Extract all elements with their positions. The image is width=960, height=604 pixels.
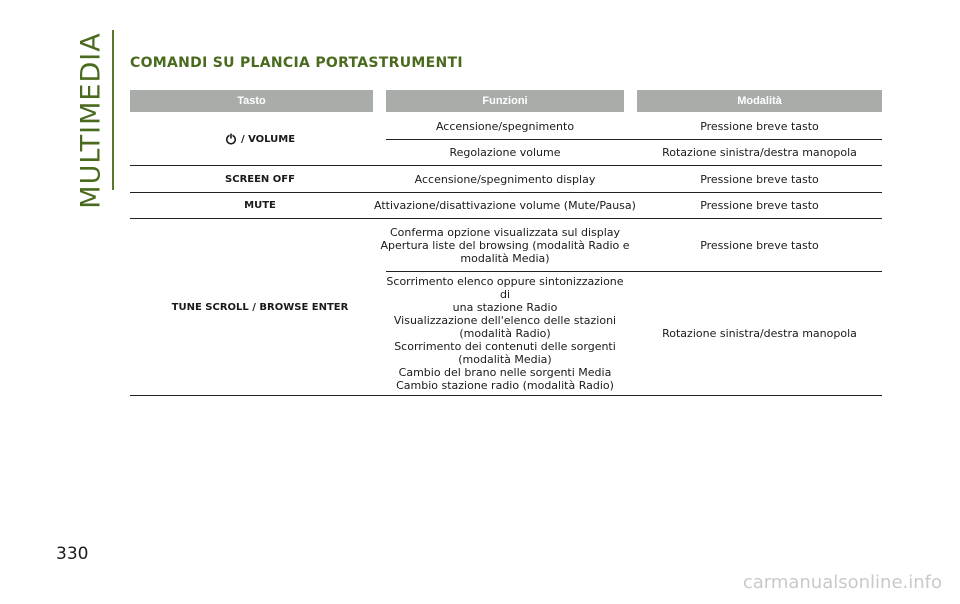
power-icon <box>225 133 237 145</box>
key-volume-label: / VOLUME <box>240 133 296 145</box>
key-tune-scroll: TUNE SCROLL / BROWSE ENTER <box>171 301 349 313</box>
watermark: carmanualsonline.info <box>742 572 942 593</box>
function-cell <box>380 272 630 394</box>
function-cell: Regolazione volume <box>449 146 561 159</box>
function-cell <box>380 219 630 271</box>
function-line: Apertura liste del browsing (modalità Radio e <box>380 238 630 252</box>
section-tab <box>74 31 108 209</box>
mode-cell: Rotazione sinistra/destra manopola <box>662 146 857 159</box>
column-header-function: Funzioni <box>386 90 624 112</box>
row-divider <box>130 395 882 396</box>
column-header-key: Tasto <box>130 90 373 112</box>
mode-cell: Pressione breve tasto <box>700 120 819 133</box>
function-cell: Attivazione/disattivazione volume (Mute/Pausa) <box>374 199 636 212</box>
function-line: una stazione Radio <box>452 300 558 314</box>
key-mute: MUTE <box>244 200 276 211</box>
mode-cell: Pressione breve tasto <box>700 238 819 252</box>
page-number: 330 <box>56 544 89 564</box>
mode-cell: Pressione breve tasto <box>700 172 819 186</box>
function-line: (modalità Radio) <box>459 326 551 340</box>
section-divider <box>112 30 114 190</box>
function-line: Cambio stazione radio (modalità Radio) <box>396 378 614 392</box>
mode-cell: Rotazione sinistra/destra manopola <box>662 326 857 340</box>
function-cell: Accensione/spegnimento display <box>414 172 596 186</box>
function-cell: Accensione/spegnimento <box>435 120 575 133</box>
function-line: Scorrimento dei contenuti delle sorgenti <box>394 339 616 353</box>
function-line: (modalità Media) <box>458 352 552 366</box>
function-line: Visualizzazione dell'elenco delle stazioni <box>393 313 617 327</box>
function-line: Scorrimento elenco oppure sintonizzazione di <box>386 274 624 301</box>
page-title: COMANDI SU PLANCIA PORTASTRUMENTI <box>130 55 463 71</box>
function-line: Conferma opzione visualizzata sul display <box>389 225 621 239</box>
section-tab-label: MULTIMEDIA <box>75 31 107 209</box>
function-line: modalità Media) <box>460 251 550 265</box>
key-volume <box>130 114 390 164</box>
function-line: Cambio del brano nelle sorgenti Media <box>398 365 612 379</box>
column-header-mode: Modalità <box>637 90 882 112</box>
key-screen-off: SCREEN OFF <box>225 173 295 185</box>
mode-cell: Pressione breve tasto <box>700 199 819 212</box>
